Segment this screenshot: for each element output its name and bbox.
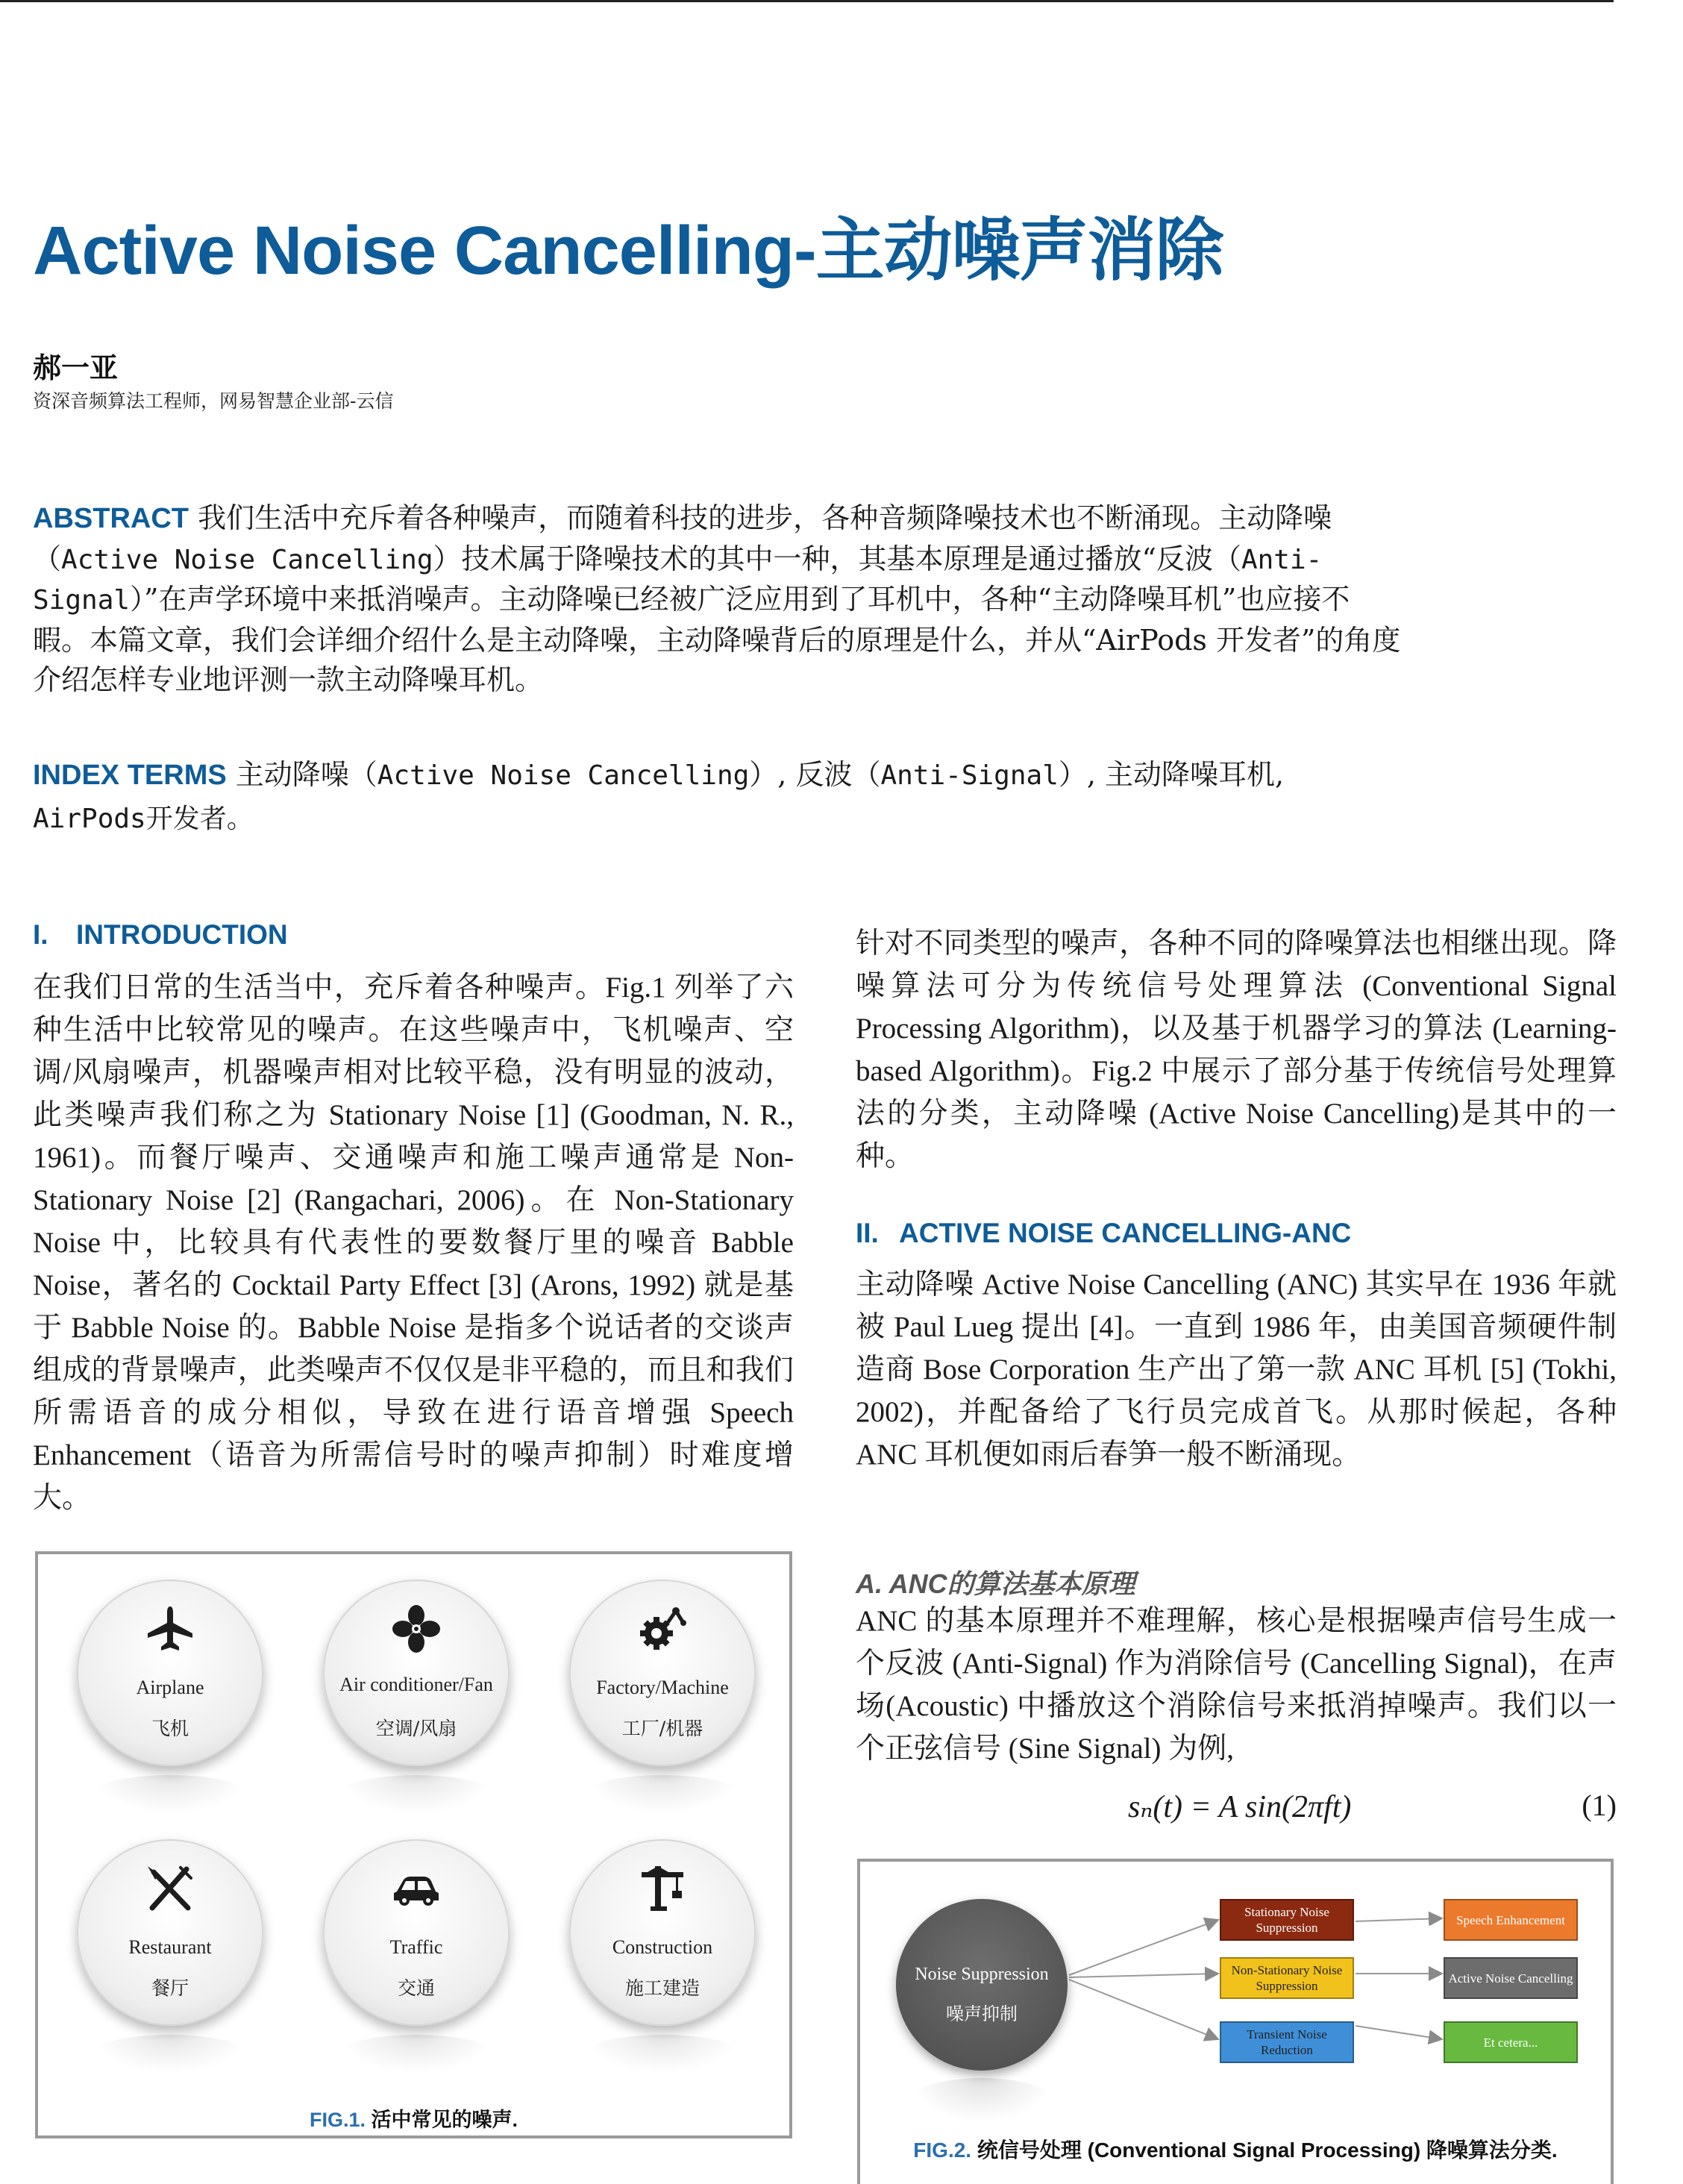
author-affiliation: 资深音频算法工程师，网易智慧企业部-云信 xyxy=(33,390,394,412)
noise-label-en: Restaurant xyxy=(128,1936,212,1958)
subsection-paragraph: ANC 的基本原理并不难理解，核心是根据噪声信号生成一个反波 (Anti-Signal) 作为消除信号 (Cancelling Signal)，在声场(Acoustic) 中播放这个消除信号来抵消掉噪声。我们以一个正弦信号 (Sine Signal) 为例, xyxy=(856,1605,1617,1765)
figure-1-caption-text: 活中常见的噪声. xyxy=(366,2109,518,2131)
noise-type-construction xyxy=(569,1839,756,2078)
noise-type-airplane xyxy=(77,1580,263,1818)
introduction-paragraph: 在我们日常的生活当中，充斥着各种噪声。Fig.1 列举了六种生活中比较常见的噪声。在这些噪声中，飞机噪声、空调/风扇噪声，机器噪声相对比较平稳，没有明显的波动，此类噪声我们称之为 Stationary Noise [1] (Goodman, N. R., 1961)。而餐厅噪声、交通噪声和施工噪声通常是 Non-Stationary Noise [2] (Rangachari, 2006)。在 Non-Stationary Noise 中，比较具有代表性的要数餐厅里的噪音 Babble Noise，著名的 Cocktail Party Effect [3] (Arons, 1992) 就是基于 Babble Noise 的。Babble Noise 是指多个说话者的交谈声组成的背景噪声，此类噪声不仅仅是非平稳的，而且和我们所需语音的成分相似，导致在进行语音增强 Speech Enhancement（语音为所需信号时的噪声抑制）时难度增大。 xyxy=(33,971,794,1514)
section-number: II. xyxy=(856,1218,879,1248)
index-term: Anti-Signal xyxy=(880,760,1059,791)
noise-type-air-conditioner xyxy=(323,1580,510,1818)
box-non-stationary-noise-suppression: Non-Stationary Noise Suppression xyxy=(1220,1957,1354,1999)
index-term: AirPods开发者。 xyxy=(33,804,254,834)
noise-type-factory xyxy=(569,1580,756,1818)
noise-type-restaurant xyxy=(77,1839,263,2078)
section-title: ACTIVE NOISE CANCELLING-ANC xyxy=(899,1218,1352,1248)
section-heading-anc xyxy=(856,1218,1351,1249)
noise-label-en: Traffic xyxy=(389,1936,443,1958)
box-stationary-noise-suppression: Stationary Noise Suppression xyxy=(1220,1899,1354,1941)
section-title: INTRODUCTION xyxy=(76,919,288,950)
noise-label-zh: 餐厅 xyxy=(151,1977,189,1999)
box-et-cetera: Et cetera... xyxy=(1444,2021,1578,2063)
crane-icon xyxy=(639,1865,686,1912)
root-label-en: Noise Suppression xyxy=(915,1965,1049,1984)
box-transient-noise-reduction: Transient Noise Reduction xyxy=(1220,2021,1354,2063)
noise-label-zh: 飞机 xyxy=(151,1718,189,1739)
paper-title: Active Noise Cancelling-主动噪声消除 xyxy=(33,213,1223,289)
noise-label-zh: 空调/风扇 xyxy=(375,1718,457,1739)
anc-paragraph: 主动降噪 Active Noise Cancelling (ANC) 其实早在 1936 年就被 Paul Lueg 提出 [4]。一直到 1986 年，由美国音频硬件制造商 Bose Corporation 生产出了第一款 ANC 耳机 [5] (Tokhi, 2002)，并配备给了飞行员完成首飞。从那时候起，各种 ANC 耳机便如雨后春笋一般不断涌现。 xyxy=(856,1268,1617,1471)
index-term: Active Noise Cancelling xyxy=(377,760,750,791)
equation-1 xyxy=(856,1788,1617,1833)
subsection-heading: A. ANC的算法基本原理 xyxy=(856,1568,1135,1599)
box-speech-enhancement: Speech Enhancement xyxy=(1444,1899,1578,1941)
noise-label-en: Factory/Machine xyxy=(596,1677,729,1698)
equation-formula: sₙ(t) = A sin(2πft) xyxy=(1128,1790,1352,1824)
index-terms-text: ）, 主动降噪耳机, xyxy=(1058,758,1285,791)
abstract-text: ）技术属于降噪技术的其中一种，其基本原理是通过播放“反波（ xyxy=(433,542,1241,575)
index-terms xyxy=(33,754,1405,840)
figure-1-caption xyxy=(38,2103,789,2133)
introduction-continued-paragraph: 针对不同类型的噪声，各种不同的降噪算法也相继出现。降噪算法可分为传统信号处理算法 (Conventional Signal Processing Algorithm)，以及基于机器学习的算法 (Learning-based Algorithm)。Fig.2 中展示了部分基于传统信号处理算法的分类，主动降噪 (Active Noise Cancelling)是其中的一种。 xyxy=(856,927,1617,1172)
car-icon xyxy=(392,1865,440,1912)
abstract xyxy=(33,498,1405,701)
abstract-label: ABSTRACT xyxy=(33,503,189,534)
noise-suppression-node xyxy=(896,1899,1068,2071)
top-rule xyxy=(0,0,1614,2)
airplane-icon xyxy=(146,1605,194,1653)
noise-type-traffic xyxy=(323,1839,510,2078)
abstract-text: 我们生活中充斥着各种噪声，而随着科技的进步，各种音频降噪技术也不断涌现。主动降噪（ xyxy=(33,501,1332,575)
box-active-noise-cancelling: Active Noise Cancelling xyxy=(1444,1957,1578,1999)
fork-knife-icon xyxy=(146,1865,194,1912)
fan-icon xyxy=(392,1605,440,1653)
abstract-term: Anti-Signal xyxy=(33,544,1323,616)
noise-label-zh: 交通 xyxy=(397,1977,435,1999)
index-terms-text: ）, 反波（ xyxy=(749,758,881,791)
noise-label-en: Air conditioner/Fan xyxy=(339,1674,493,1695)
figure-2-caption xyxy=(860,2134,1611,2164)
gear-icon xyxy=(639,1605,686,1653)
root-label-zh: 噪声抑制 xyxy=(946,2003,1018,2024)
noise-label-en: Airplane xyxy=(136,1677,204,1698)
figure-1-caption-label: FIG.1. xyxy=(309,2109,366,2131)
figure-2 xyxy=(857,1859,1614,2184)
section-heading-introduction xyxy=(33,919,288,951)
author-name: 郝一亚 xyxy=(33,351,119,384)
index-terms-text: 主动降噪（ xyxy=(226,758,377,791)
abstract-text: ）”在声学环境中来抵消噪声。主动降噪已经被广泛应用到了耳机中，各种“主动降噪耳机”也应接不暇。本篇文章，我们会详细介绍什么是主动降噪，主动降噪背后的原理是什么，并从“AirPods 开发者”的角度介绍怎样专业地评测一款主动降噪耳机。 xyxy=(33,583,1401,696)
figure-2-caption-text: 统信号处理 (Conventional Signal Processing) 降噪算法分类. xyxy=(971,2138,1558,2162)
figure-1 xyxy=(35,1551,792,2138)
equation-number: (1) xyxy=(1582,1789,1617,1822)
noise-label-zh: 施工建造 xyxy=(624,1977,700,1999)
abstract-term: Active Noise Cancelling xyxy=(61,544,433,575)
index-terms-label: INDEX TERMS xyxy=(33,760,227,791)
noise-label-en: Construction xyxy=(612,1936,713,1958)
figure-2-caption-label: FIG.2. xyxy=(913,2138,972,2162)
noise-label-zh: 工厂/机器 xyxy=(621,1718,703,1739)
section-number: I. xyxy=(33,919,48,950)
